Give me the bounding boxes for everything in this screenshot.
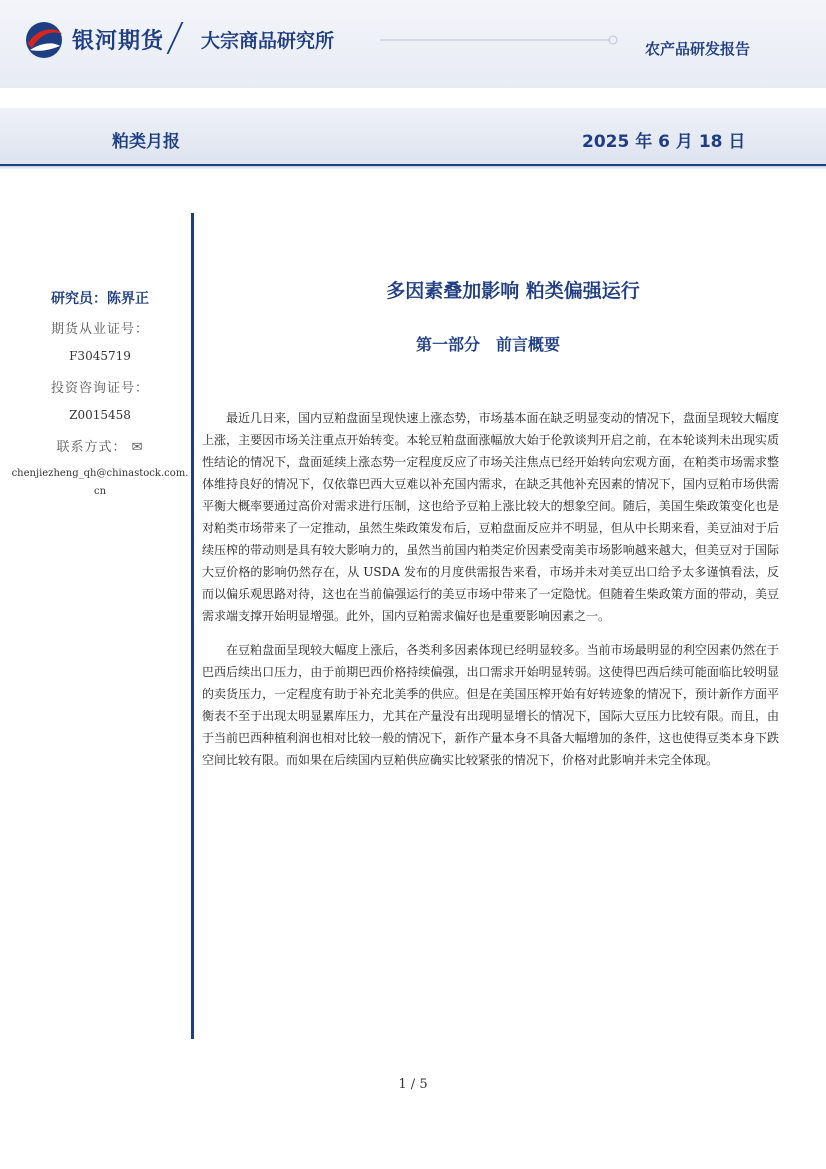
department-name: 大宗商品研究所	[201, 30, 335, 52]
paragraph: 最近几日来，国内豆粕盘面呈现快速上涨态势，市场基本面在缺乏明显变动的情况下，盘面呈现较大幅度上涨，主要因市场关注重点开始转变。本轮豆粕盘面涨幅放大始于伦敦谈判开启之前，在本轮谈判未出现实质性结论的情况下，盘面延续上涨态势一定程度反应了市场关注焦点已经开始转向宏观方面，在粕类市场需求整体维持良好的情况下，仅依靠巴西大豆难以补充国内需求，在缺乏其他补充因素的情况下，国内豆粕市场供需平衡大概率要通过高价对需求进行压制，这也给予豆粕上涨比较大的想象空间。随后，美国生柴政策变化也是对粕类市场带来了一定推动，虽然生柴政策发布后，豆粕盘面反应并不明显，但从中长期来看，美豆油对于后续压榨的带动则是具有较大影响力的，虽然当前国内粕类定价因素受南美市场影响越来越大，但美豆对于国际大豆价格的影响仍然存在，从 USDA 发布的月度供需报告来看，市场并未对美豆出口给予太多谨慎看法，反而以偏乐观思路对待，这也在当前偏强运行的美豆市场中带来了一定隐忧。但随着生柴政策方面的带动，美豆需求端支撑开始明显增强。此外，国内豆粕需求偏好也是重要影响因素之一。	[202, 411, 779, 623]
contact-label: 联系方式：	[56, 440, 127, 455]
section-title: 第一部分 前言概要	[415, 335, 560, 354]
title-band-shadow	[0, 166, 826, 170]
company-name: 银河期货	[72, 29, 165, 54]
report-type: 农产品研发报告	[645, 40, 751, 58]
mail-icon: ✉	[131, 440, 144, 455]
license-label: 期货从业证号：	[50, 322, 149, 337]
report-body	[202, 407, 779, 783]
galaxy-logo-icon	[22, 20, 66, 60]
contact-row	[10, 436, 190, 455]
analyst-sidebar	[10, 288, 190, 501]
consult-label: 投资咨询证号：	[50, 381, 149, 396]
report-name: 粕类月报	[112, 132, 180, 152]
contact-email[interactable]: chenjiezheng_qh@chinastock.com.cn	[11, 468, 189, 497]
researcher-name: 研究员：陈界正	[51, 291, 149, 307]
report-date: 2025 年 6 月 18 日	[582, 132, 746, 152]
decorative-line	[380, 33, 620, 47]
vertical-divider	[191, 213, 194, 1039]
consult-value: Z0015458	[69, 408, 131, 422]
page-number: 1 / 5	[398, 1077, 428, 1092]
report-title: 多因素叠加影响 粕类偏强运行	[386, 280, 640, 302]
paragraph: 在豆粕盘面呈现较大幅度上涨后，各类利多因素体现已经明显较多。当前市场最明显的利空因素仍然在于巴西后续出口压力，由于前期巴西价格持续偏强，出口需求开始明显转弱。这使得巴西后续可能面临比较明显的卖货压力，一定程度有助于补充北美季的供应。但是在美国压榨开始有好转迹象的情况下，预计新作方面平衡表不至于出现太明显累库压力，尤其在产量没有出现明显增长的情况下，国际大豆压力比较有限。而且，由于当前巴西种植利润也相对比较一般的情况下，新作产量本身不具备大幅增加的条件，这也使得豆类本身下跌空间比较有限。而如果在后续国内豆粕供应确实比较紧张的情况下，价格对此影响并未完全体现。	[202, 643, 779, 767]
license-value: F3045719	[69, 349, 131, 363]
